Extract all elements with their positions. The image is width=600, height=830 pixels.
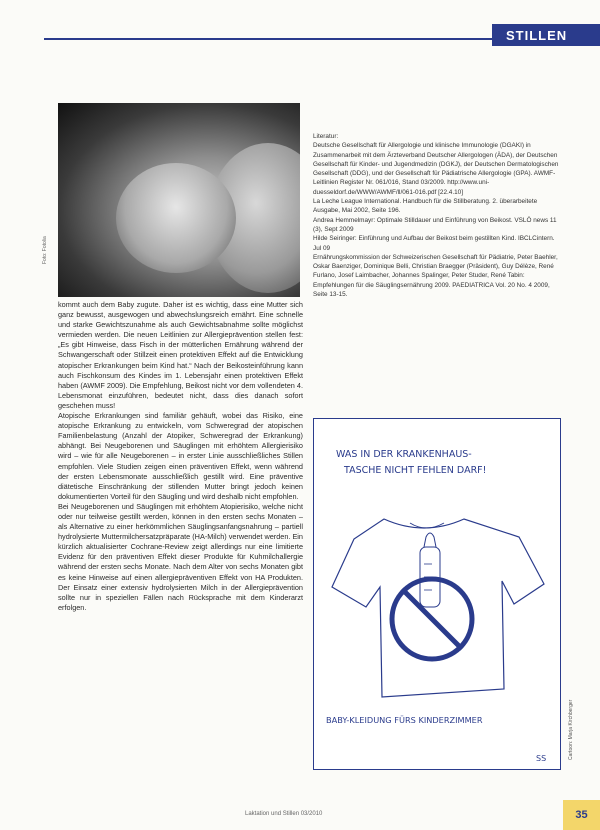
photo-credit: Foto: Fotolia	[42, 236, 48, 264]
cartoon-title-line2: TASCHE NICHT FEHLEN DARF!	[344, 465, 487, 476]
literature-item: La Leche League International. Handbuch für die Stillberatung. 2. überarbeitete Ausgabe, Mai 2002, Seite 196.	[313, 198, 538, 215]
baby-bottle-icon	[420, 533, 440, 607]
body-text-column	[58, 300, 303, 768]
footer-issue: Laktation und Stillen 03/2010	[245, 811, 323, 817]
literature-label: Literatur:	[313, 133, 339, 140]
breastfeeding-photo	[58, 103, 300, 297]
prohibition-sign-icon	[392, 579, 472, 659]
baby-shirt-outline	[332, 519, 544, 697]
literature-item: Andrea Hemmelmayr: Optimale Stilldauer und Einführung von Beikost. VSLÖ news 11 (3), Sept 2009	[313, 216, 557, 233]
section-tab: STILLEN	[492, 24, 600, 46]
cartoon-drawing	[313, 418, 561, 770]
drawing-credit: Cartoon: Marja Kirchberger	[568, 699, 574, 760]
header-rule	[44, 38, 556, 40]
body-paragraph: Bei Neugeborenen und Säuglingen mit erhöhtem Atopierisiko, welche nicht oder nur teilweise gestillt werden, können in den ersten sechs Monaten – als Alternative zu einer herkömmlichen Säuglingsanfangsnahrung – partiell hydrolysierte Muttermilchersatzpräparate (HA-Milch) verwendet werden. Ein kürzlich aktualisierter Cochrane-Review zeigt allerdings nur eine limitierte Evidenz für den präventiven Effekt dieser Produkte für Kuhmilchallergie während der ersten sechs Monate. Nach dem Alter von sechs Monaten gibt es keine Hinweise auf einen allergiepräventiven Effekt von HA Produkten. Der Einsatz einer extensiv hydrolysierten Milch in der Allergieprävention sollte nur in speziellen Fällen nach Rücksprache mit dem Kinderarzt erfolgen.	[58, 501, 303, 612]
page-number: 35	[563, 800, 600, 830]
literature-item: Hilde Seiringer: Einführung und Aufbau der Beikost beim gestillten Kind. IBCLCintern. Jul 09	[313, 235, 555, 252]
cartoon-svg	[314, 419, 562, 771]
cartoon-title-line1: WAS IN DER KRANKENHAUS-	[336, 449, 472, 460]
literature-item: Ernährungskommission der Schweizerischen Gesellschaft für Pädiatrie, Peter Baehler, Oskar Baenziger, Dominique Belli, Christian Braegger (Präsident), Guy Délèze, René Furlano, Josef Laimbacher, Johannes Spalinger, Peter Studer, René Tabin: Empfehlungen für die Säuglingsernährung 2009. PAEDIATRICA Vol. 20 No. 4 2009, Seite 13-15.	[313, 253, 558, 299]
cartoon-signature: SS	[536, 754, 547, 763]
body-paragraph: Atopische Erkrankungen sind familiär gehäuft, wobei das Risiko, eine atopische Erkrankung zu entwickeln, vom Schweregrad der atopischen Familienbelastung (Anzahl der Atopiker, Schweregrad der Erkrankung) abhängt. Bei Neugeborenen und Säuglingen mit erhöhtem Allergierisiko wird – wie für alle Neugeborenen – in erster Linie ausschließliches Stillen empfohlen. Viele Studien zeigen einen präventiven Effekt, wenn während der ersten Lebensmonate ausschließlich gestillt wird. Eine präventive diätetische Einschränkung der stillenden Mutter bringt jedoch keinen dokumentierten Vorteil für den Säugling und wird deshalb nicht empfohlen.	[58, 411, 303, 501]
body-paragraph: kommt auch dem Baby zugute. Daher ist es wichtig, dass eine Mutter sich ganz bewusst, ausgewogen und abwechslungsreich ernährt. Eine schnelle und starke Gewichtszunahme als auch Gewichtsabnahme sollte möglichst vermieden werden. Die neuen Leitlinien zur Allergieprävention stellen fest: „Es gibt Hinweise, dass Fisch in der mütterlichen Ernährung während der Schwangerschaft oder Stillzeit einen protektiven Effekt auf die Entwicklung atopischer Erkrankungen beim Kind hat.“ Nach der Beikosteinführung kann auch Fischkonsum des Kindes im 1. Lebensjahr einen protektiven Effekt haben (AWMF 2009). Die Empfehlung, Beikost nicht vor dem vollendeten 4. Lebensmonat einzuführen, bedeutet nicht, dass dies danach sofort geschehen muss!	[58, 300, 303, 410]
cartoon-caption: BABY-KLEIDUNG FÜRS KINDERZIMMER	[326, 715, 483, 725]
literature-column	[313, 132, 559, 442]
literature-item: Deutsche Gesellschaft für Allergologie und klinische Immunologie (DGAKI) in Zusammenarbeit mit dem Ärzteverband Deutscher Allergologen (ÄDA), der Deutschen Gesellschaft für Kinder- und Jugendmedizin (DGKJ), der Deutschen Dermatologischen Gesellschaft (DDG), und der Gesellschaft für Pädiatrische Allergologie (GPA). AWMF-Leitlinien Register Nr. 061/016, Stand 03/2009. http://www.uni-duesseldorf.de/WWW/AWMF/ll/061-016.pdf [22.4.10]	[313, 142, 559, 196]
